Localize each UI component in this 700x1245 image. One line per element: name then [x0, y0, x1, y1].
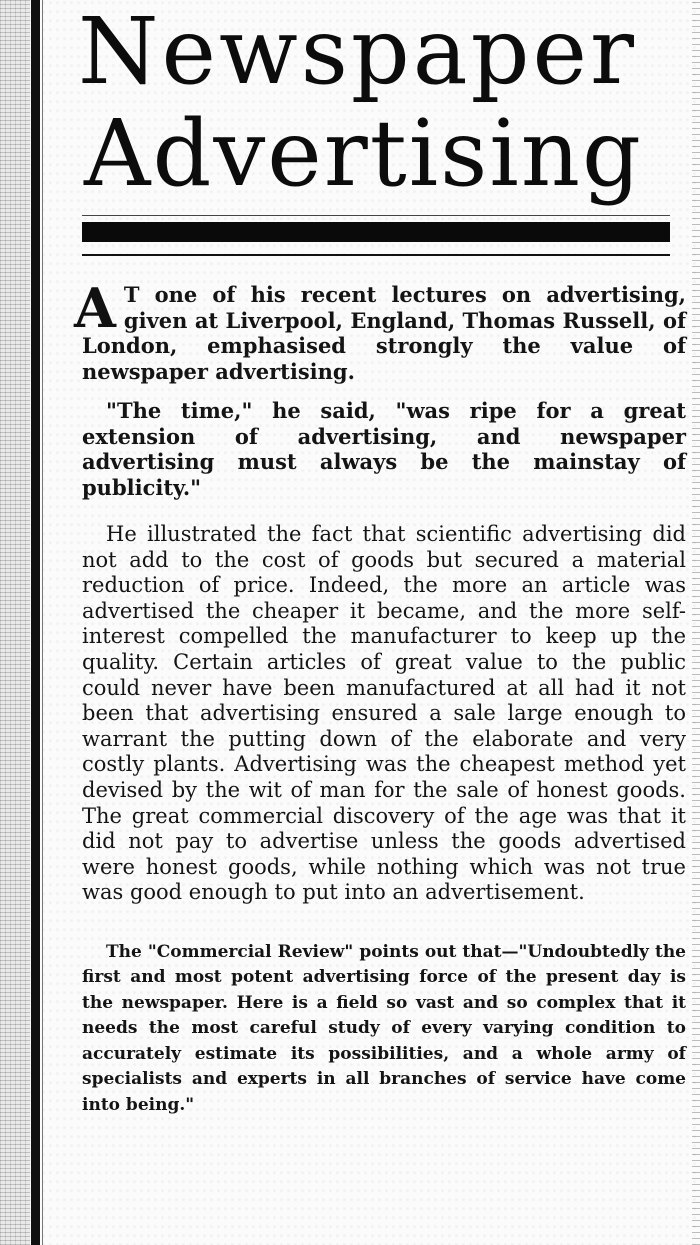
page-edge [692, 0, 700, 1245]
headline-rule-thick [82, 222, 670, 242]
headline-line-2: Advertising [84, 100, 643, 207]
paragraph-1 [74, 276, 686, 384]
adjacent-column-edge [0, 0, 30, 1245]
paragraph-4: The "Commercial Review" points out that—"Undoubtedly the first and most potent advertising force of the present day is the newspaper. Here is a field so vast and so complex that it needs the most careful study of every varying condition to accurately estimate its possibilities, and a whole army of specialists and experts in all branches of service have come into being." [82, 941, 686, 1115]
drop-cap: A [74, 276, 116, 340]
headline-rule-top [82, 215, 670, 216]
paragraph-3: He illustrated the fact that scientific advertising did not add to the cost of goods but secured a material reduction of price. Indeed, the more an article was advertised the cheaper it became, and the more self-interest compelled the manufacturer to keep up the quality. Certain articles of great value to the public could never have been manufactured at all had it not been that advertising ensured a sale large enough to warrant the putting down of the elaborate and very costly plants. Advertising was the cheapest method yet devised by the wit of man for the sale of honest goods. The great commercial discovery of the age was that it did not pay to advertise unless the goods advertised were honest goods, while nothing which was not true was good enough to put into an advertisement. [82, 522, 686, 905]
headline-rule-thin [82, 254, 670, 256]
paragraph-1-text: T one of his recent lectures on advertising, given at Liverpool, England, Thomas Russell, of London, emphasised strongly the value of newspaper advertising. [82, 282, 686, 384]
column-rule-thin [42, 0, 43, 1245]
paragraph-2: "The time," he said, "was ripe for a great extension of advertising, and newspaper advertising must always be the mainstay of publicity." [82, 398, 686, 500]
article-body [74, 276, 686, 1132]
column-rule [31, 0, 40, 1245]
headline-line-1: Newspaper [78, 0, 637, 105]
